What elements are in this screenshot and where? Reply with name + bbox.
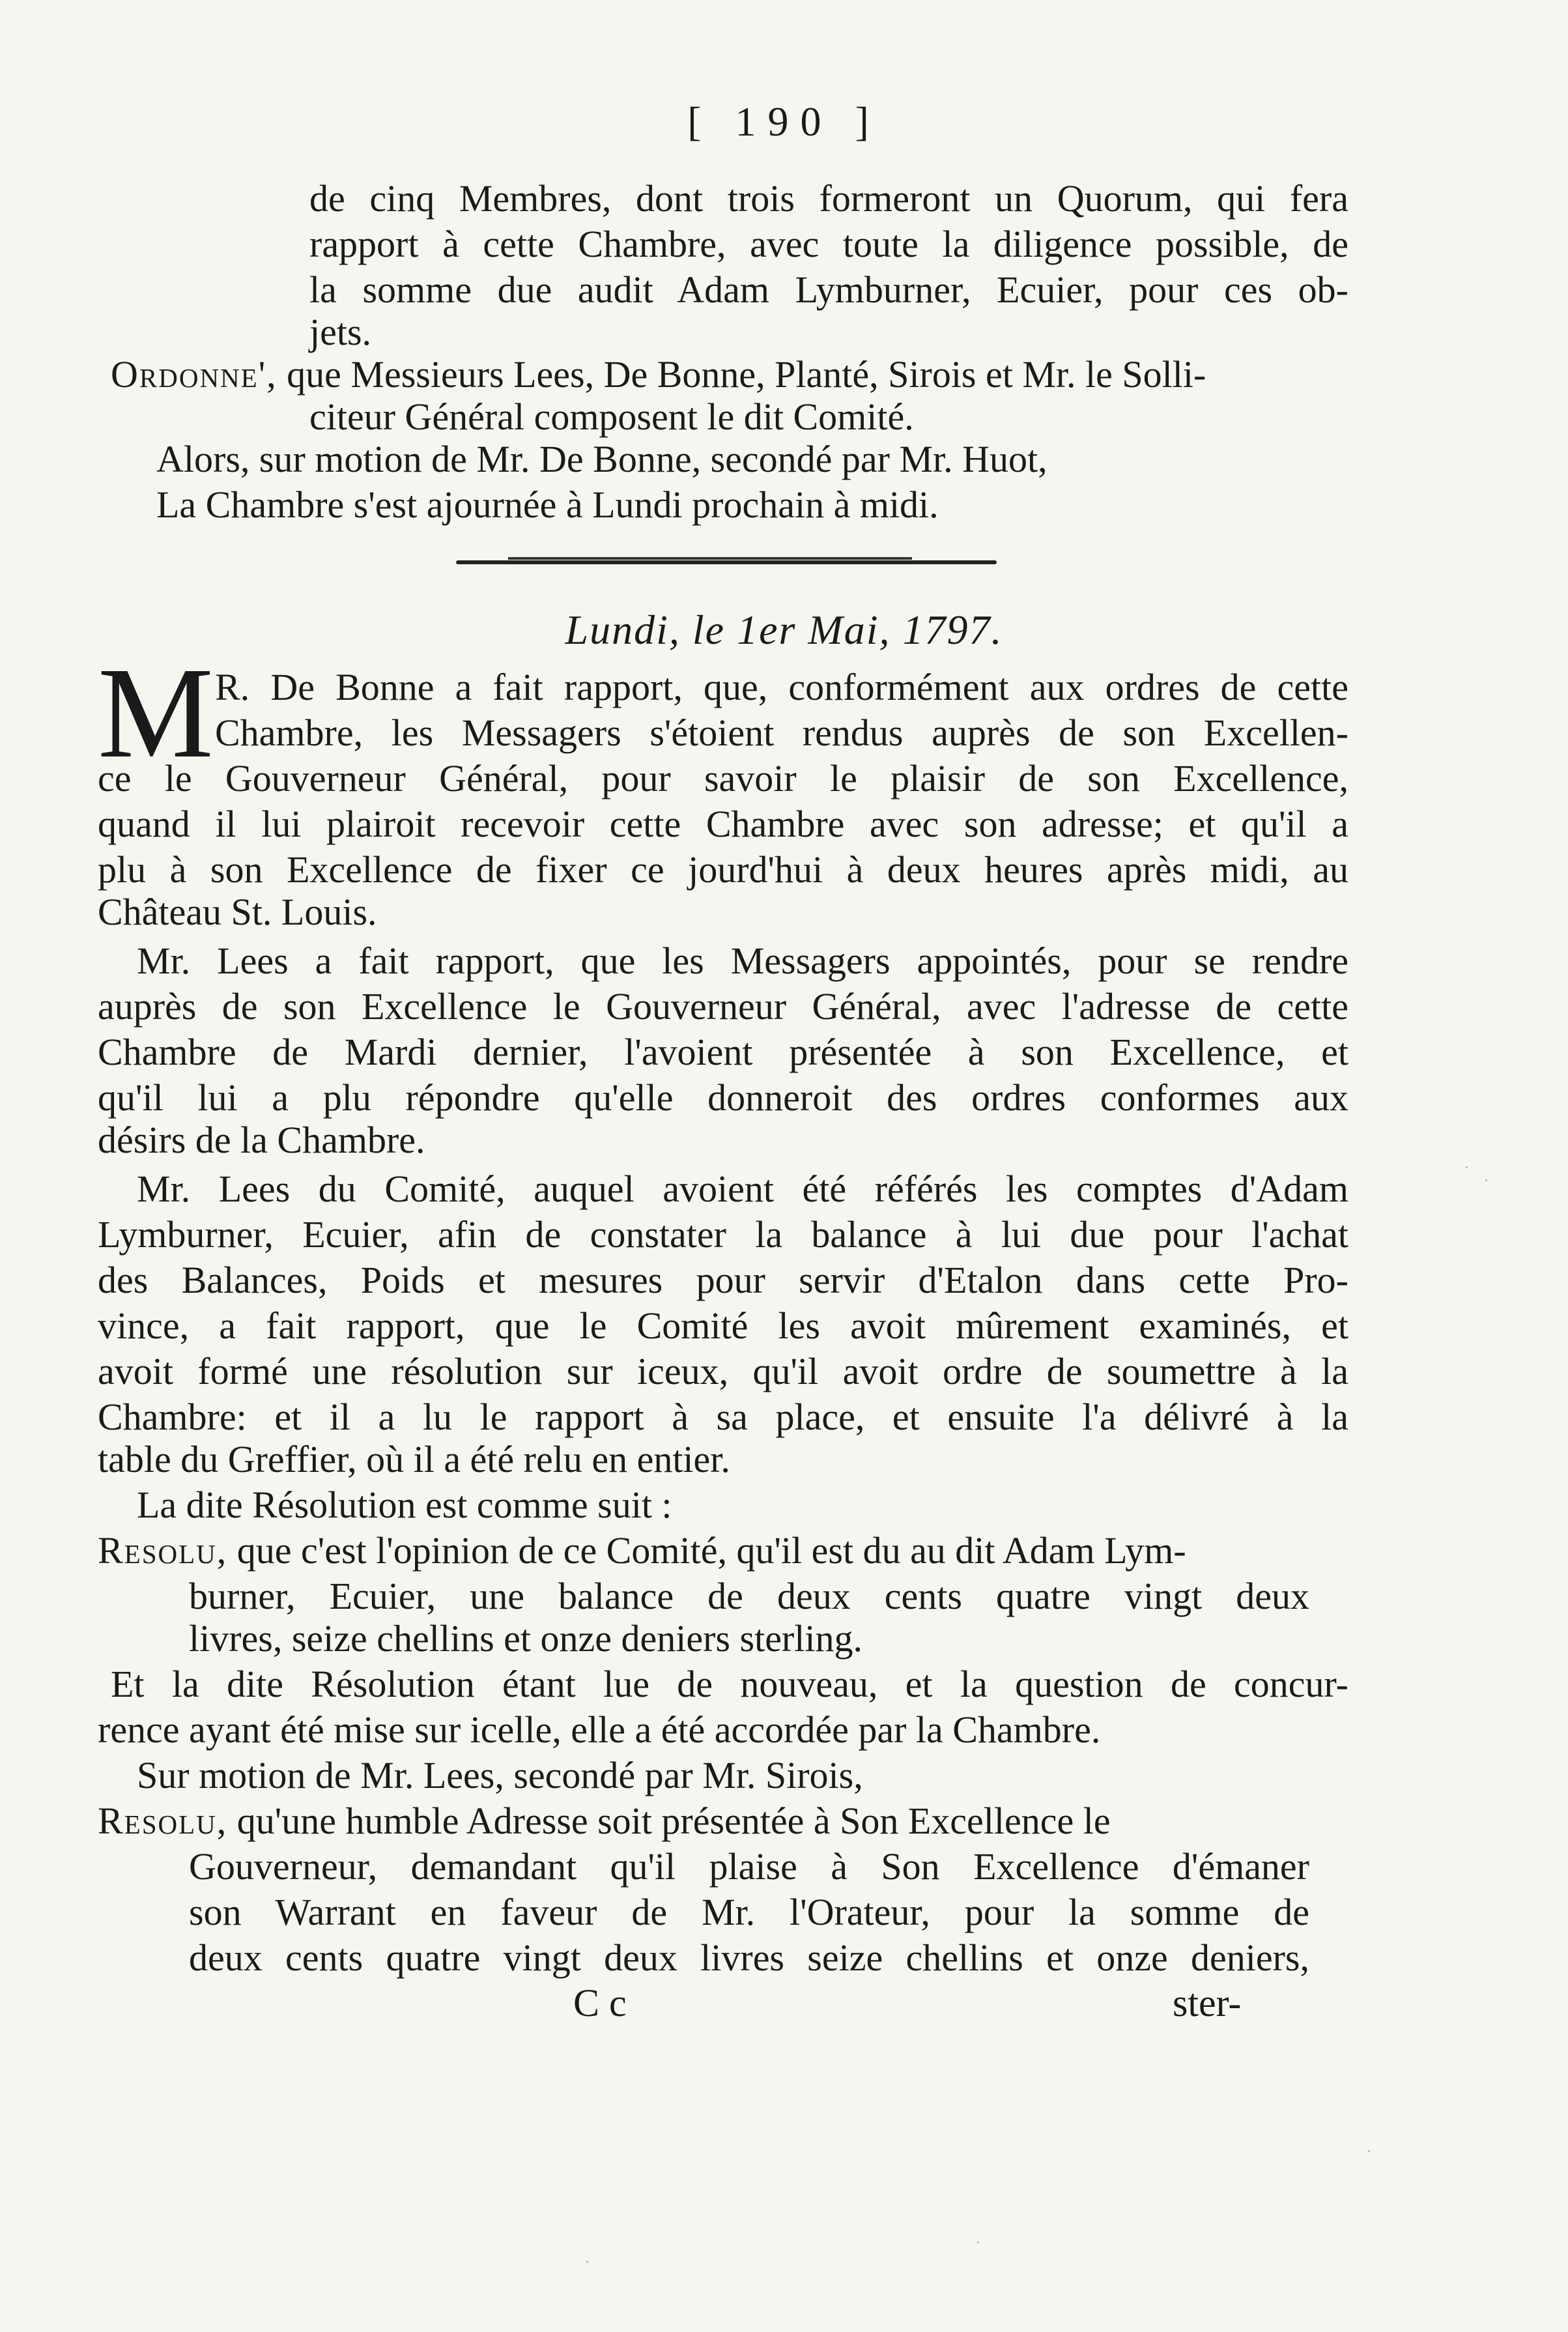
scan-speck — [1485, 1179, 1487, 1181]
scan-speck — [977, 2241, 979, 2243]
text-line: Mr. Lees du Comité, auquel avoient été référés les comptes d'Adam — [137, 1168, 1348, 1210]
text-line: Et la dite Résolution étant lue de nouveau, et la question de concur- — [111, 1663, 1348, 1705]
text-line: ce le Gouverneur Général, pour savoir le plaisir de son Excellence, — [98, 757, 1348, 799]
text-line: qu'il lui a plu répondre qu'elle donneroit des ordres conformes aux — [98, 1076, 1348, 1119]
text-line: de cinq Membres, dont trois formeront un Quorum, qui fera — [309, 177, 1348, 220]
section-rule-thick — [508, 557, 912, 560]
resolu-line — [98, 1798, 1348, 1844]
resolution-intro: La dite Résolution est comme suit : — [137, 1484, 672, 1526]
scan-speck — [1368, 2150, 1370, 2152]
scan-speck — [1466, 1166, 1468, 1168]
adjourn-line: La Chambre s'est ajournée à Lundi prochain à midi. — [156, 483, 939, 526]
ordonne-text: citeur Général composent le dit Comité. — [309, 396, 914, 438]
text-line: R. De Bonne a fait rapport, que, conformément aux ordres de cette — [215, 666, 1348, 708]
ordonne-line — [111, 352, 1348, 397]
text-line: Chambre de Mardi dernier, l'avoient présentée à son Excellence, et — [98, 1031, 1348, 1073]
drop-cap: M — [98, 641, 214, 785]
page-number: [ 190 ] — [687, 98, 881, 145]
text-line: Gouverneur, demandant qu'il plaise à Son Excellence d'émaner — [189, 1845, 1309, 1888]
text-line: quand il lui plairoit recevoir cette Chambre avec son adresse; et qu'il a — [98, 803, 1348, 845]
resolu-text: que c'est l'opinion de ce Comité, qu'il est du au dit Adam Lym- — [236, 1529, 1186, 1572]
signature-mark: C c — [573, 1981, 627, 2024]
date-heading: Lundi, le 1er Mai, 1797. — [565, 607, 1003, 653]
text-line: Lymburner, Ecuier, afin de constater la balance à lui due pour l'achat — [98, 1213, 1348, 1256]
text-line: la somme due audit Adam Lymburner, Ecuier, pour ces ob- — [309, 268, 1348, 311]
text-line: Mr. Lees a fait rapport, que les Messagers appointés, pour se rendre — [137, 940, 1348, 982]
text-line: burner, Ecuier, une balance de deux cents quatre vingt deux — [189, 1575, 1309, 1617]
section-rule — [456, 560, 997, 564]
text-line: rapport à cette Chambre, avec toute la diligence possible, de — [309, 223, 1348, 265]
text-line: rence ayant été mise sur icelle, elle a été accordée par la Chambre. — [98, 1708, 1101, 1751]
text-line: des Balances, Poids et mesures pour servir d'Etalon dans cette Pro- — [98, 1259, 1348, 1301]
resolu-text: qu'une humble Adresse soit présentée à Son Excellence le — [236, 1800, 1111, 1842]
text-line: plu à son Excellence de fixer ce jourd'hui à deux heures après midi, au — [98, 848, 1348, 891]
scan-speck — [586, 2261, 588, 2263]
text-line: livres, seize chellins et onze deniers sterling. — [189, 1617, 862, 1660]
text-line: Château St. Louis. — [98, 891, 377, 933]
resolu-label: Resolu, — [98, 1529, 228, 1572]
ordonne-label: Ordonne', — [111, 353, 278, 396]
text-line: table du Greffier, où il a été relu en entier. — [98, 1438, 730, 1480]
ordonne-text: que Messieurs Lees, De Bonne, Planté, Sirois et Mr. le Solli- — [287, 353, 1206, 396]
text-line: avoit formé une résolution sur iceux, qu'il avoit ordre de soumettre à la — [98, 1350, 1348, 1392]
text-line: désirs de la Chambre. — [98, 1119, 425, 1161]
resolu-label: Resolu, — [98, 1800, 228, 1842]
text-line: deux cents quatre vingt deux livres seize chellins et onze deniers, — [189, 1936, 1309, 1979]
catchword: ster- — [1173, 1981, 1242, 2024]
text-line: auprès de son Excellence le Gouverneur Général, avec l'adresse de cette — [98, 985, 1348, 1028]
text-line: jets. — [309, 311, 372, 353]
resolu-line — [98, 1528, 1348, 1574]
text-line: son Warrant en faveur de Mr. l'Orateur, pour la somme de — [189, 1891, 1309, 1933]
text-line: vince, a fait rapport, que le Comité les avoit mûrement examinés, et — [98, 1304, 1348, 1347]
motion-line: Sur motion de Mr. Lees, secondé par Mr. Sirois, — [137, 1754, 863, 1796]
alors-line: Alors, sur motion de Mr. De Bonne, secondé par Mr. Huot, — [156, 438, 1048, 480]
text-line: Chambre: et il a lu le rapport à sa place, et ensuite l'a délivré à la — [98, 1396, 1348, 1438]
text-line: Chambre, les Messagers s'étoient rendus auprès de son Excellen- — [215, 712, 1348, 754]
